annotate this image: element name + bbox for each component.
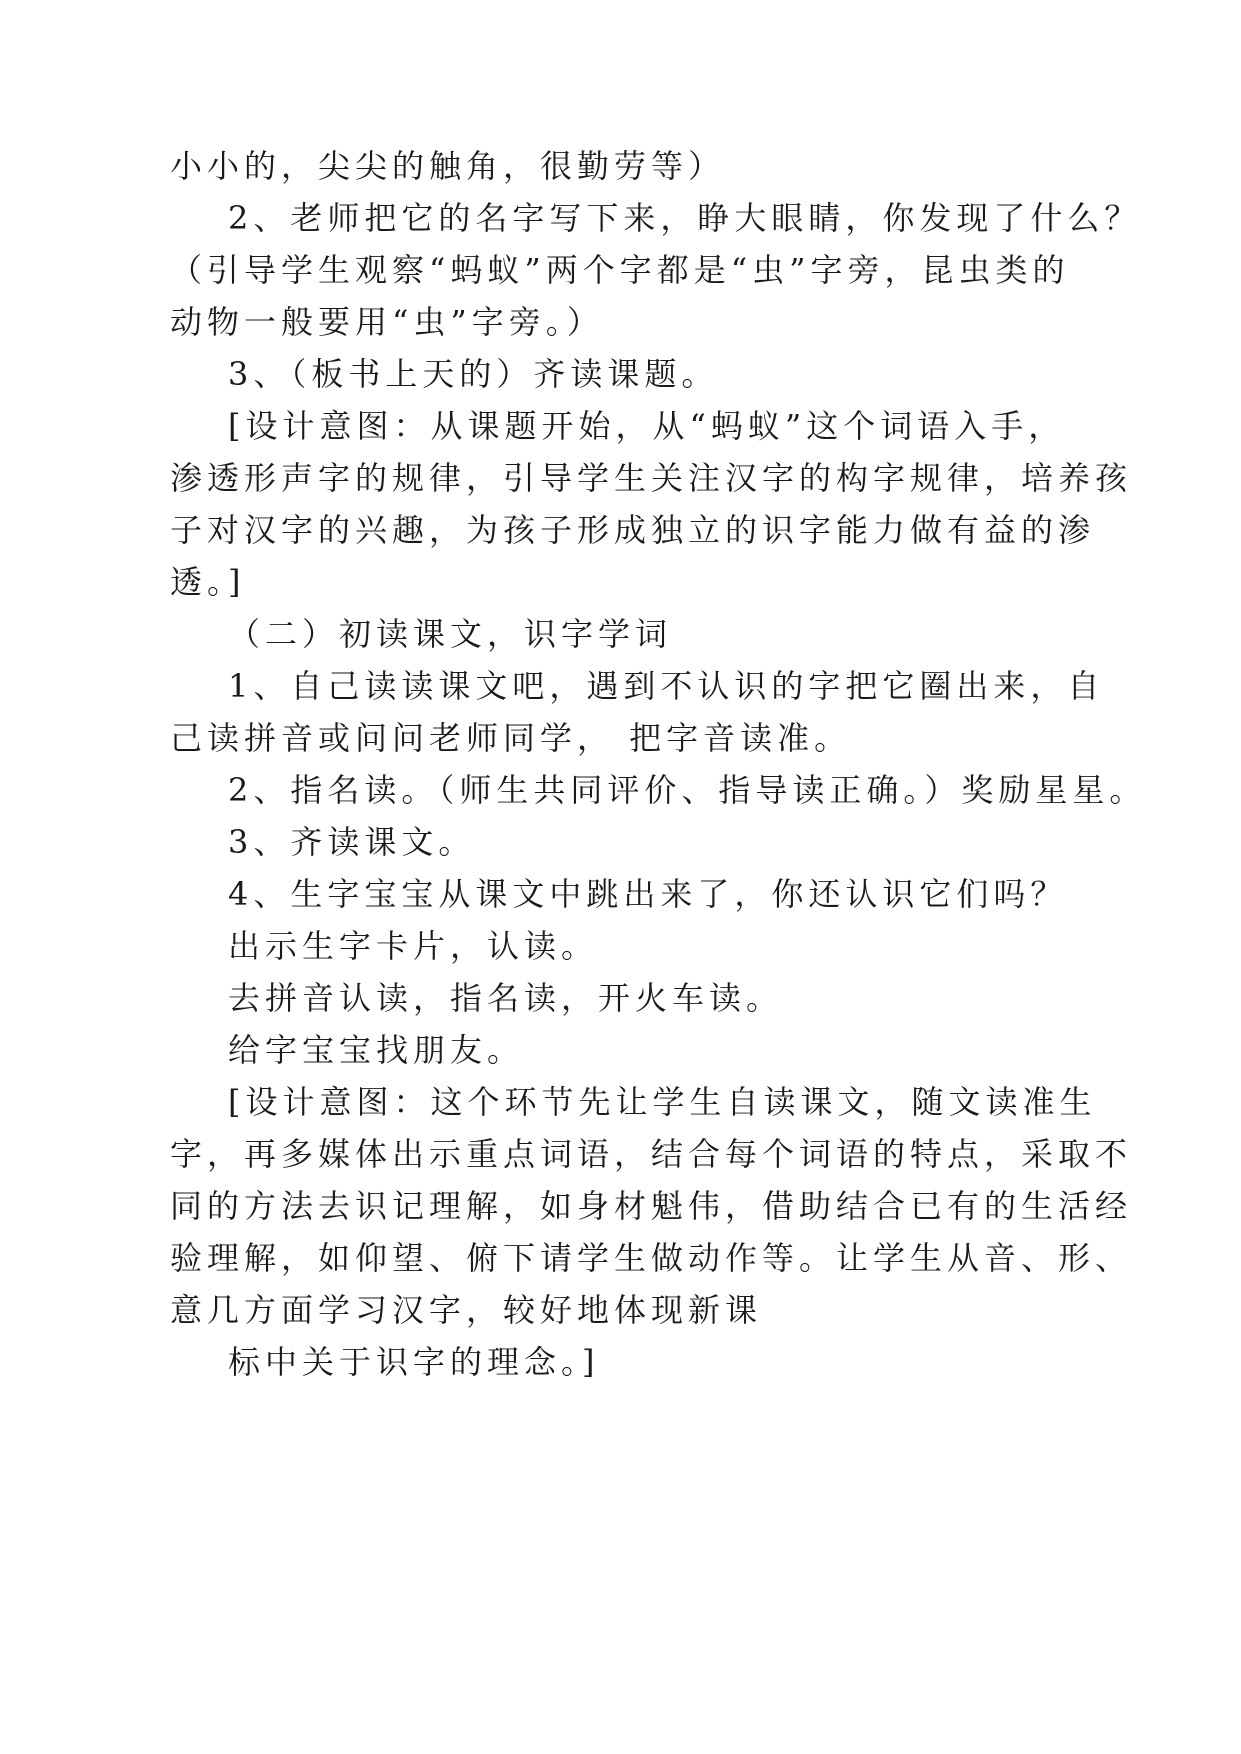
design-intent-line-1: [设计意图：从课题开始，从“蚂蚁”这个词语入手， <box>228 407 1066 445</box>
text-line-4: 动物一般要用“虫”字旁。） <box>170 303 604 341</box>
text-line-16: 出示生字卡片，认读。 <box>228 927 599 965</box>
design-intent2-line-2: 字，再多媒体出示重点词语，结合每个词语的特点，采取不 <box>170 1135 1133 1173</box>
design-intent2-line-1: [设计意图：这个环节先让学生自读课文，随文读准生 <box>228 1083 1097 1121</box>
design-intent2-line-6: 标中关于识字的理念。] <box>228 1343 600 1381</box>
section-heading: （二）初读课文，识字学词 <box>228 615 673 653</box>
text-line-2: 2、老师把它的名字写下来，睁大眼睛，你发现了什么？ <box>228 199 1142 237</box>
text-line-5: 3、（板书上天的）齐读课题。 <box>228 355 719 393</box>
text-line-14: 3、齐读课文。 <box>228 823 476 861</box>
design-intent-line-3: 子对汉字的兴趣，为孩子形成独立的识字能力做有益的渗 <box>170 511 1096 549</box>
design-intent2-line-5: 意几方面学习汉字，较好地体现新课 <box>170 1291 763 1329</box>
design-intent-line-2: 渗透形声字的规律，引导学生关注汉字的构字规律，培养孩 <box>170 459 1133 497</box>
text-line-18: 给字宝宝找朋友。 <box>228 1031 525 1069</box>
text-line-12: 己读拼音或问问老师同学， 把字音读准。 <box>170 719 852 757</box>
text-line-11: 1、自己读读课文吧，遇到不认识的字把它圈出来，自 <box>228 667 1105 705</box>
design-intent2-line-4: 验理解，如仰望、俯下请学生做动作等。让学生从音、形、 <box>170 1239 1133 1277</box>
text-line-17: 去拼音认读，指名读，开火车读。 <box>228 979 784 1017</box>
text-line-1: 小小的，尖尖的触角，很勤劳等） <box>170 147 726 185</box>
design-intent2-line-3: 同的方法去识记理解，如身材魁伟，借助结合已有的生活经 <box>170 1187 1133 1225</box>
text-line-15: 4、生字宝宝从课文中跳出来了，你还认识它们吗？ <box>228 875 1068 913</box>
text-line-13: 2、指名读。（师生共同评价、指导读正确。）奖励星星。 <box>228 771 1147 809</box>
text-line-3: （引导学生观察“蚂蚁”两个字都是“虫”字旁，昆虫类的 <box>170 251 1070 289</box>
design-intent-line-4: 透。] <box>170 563 246 601</box>
